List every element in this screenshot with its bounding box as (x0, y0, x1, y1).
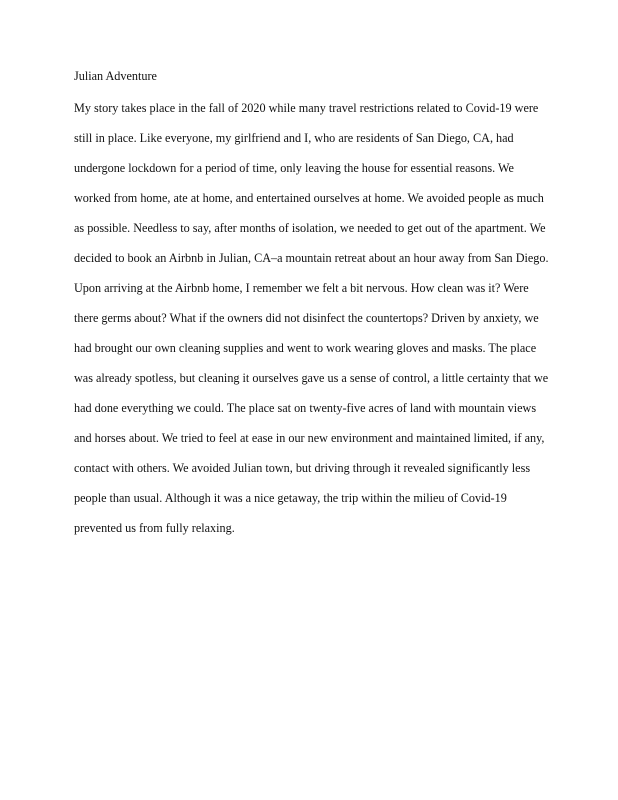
paragraph-line: was already spotless, but cleaning it ourselves gave us a sense of control, a little certainty that we (74, 371, 549, 385)
paragraph-line: as possible. Needless to say, after months of isolation, we needed to get out of the apartment. We (74, 221, 546, 235)
paragraph-line: Upon arriving at the Airbnb home, I remember we felt a bit nervous. How clean was it? Were (74, 281, 529, 295)
paragraph-line: people than usual. Although it was a nice getaway, the trip within the milieu of Covid-19 (74, 491, 507, 505)
paragraph-line: worked from home, ate at home, and entertained ourselves at home. We avoided people as much (74, 191, 544, 205)
paragraph-line: still in place. Like everyone, my girlfriend and I, who are residents of San Diego, CA, had (74, 131, 514, 145)
paragraph-line: My story takes place in the fall of 2020 while many travel restrictions related to Covid-19 were (74, 101, 539, 115)
document-title: Julian Adventure (74, 69, 157, 83)
paragraph-line: prevented us from fully relaxing. (74, 521, 235, 535)
paragraph-line: had brought our own cleaning supplies and went to work wearing gloves and masks. The place (74, 341, 537, 355)
paragraph-line: there germs about? What if the owners did not disinfect the countertops? Driven by anxiety, we (74, 311, 539, 325)
paragraph-line: decided to book an Airbnb in Julian, CA–a mountain retreat about an hour away from San Diego. (74, 251, 549, 265)
paragraph-line: contact with others. We avoided Julian town, but driving through it revealed significantly less (74, 461, 531, 475)
paragraph-line: undergone lockdown for a period of time, only leaving the house for essential reasons. We (74, 161, 514, 175)
paragraph-line: had done everything we could. The place sat on twenty-five acres of land with mountain views (74, 401, 537, 415)
paragraph-line: and horses about. We tried to feel at ease in our new environment and maintained limited, if any, (74, 431, 545, 445)
